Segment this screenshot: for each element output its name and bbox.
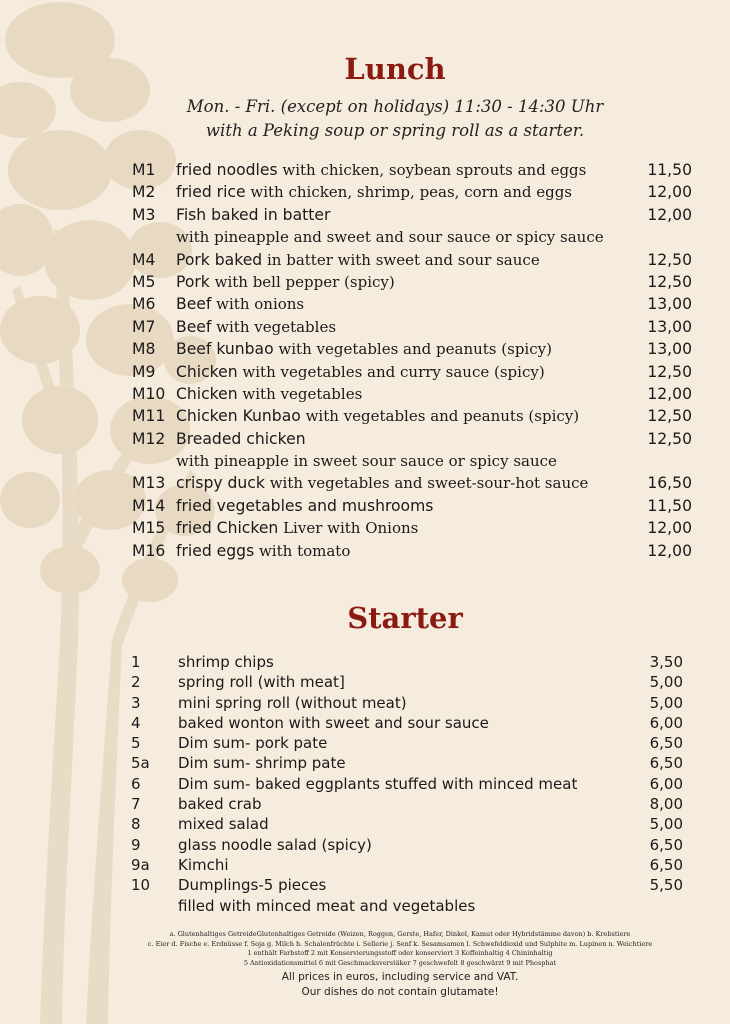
menu-item-text xyxy=(176,159,586,181)
menu-item-name: Breaded chicken xyxy=(176,429,306,448)
menu-item-description: with vegetables and peanuts (spicy) xyxy=(300,407,580,426)
menu-item-description: with pineapple in sweet sour sauce or spicy sauce xyxy=(176,452,557,471)
menu-item-name: fried vegetables and mushrooms xyxy=(176,496,434,515)
starter-item-name: baked wonton with sweet and sour sauce xyxy=(178,713,489,732)
starter-item-price: 6,50 xyxy=(649,734,683,753)
menu-item-price: 12,50 xyxy=(647,272,692,291)
menu-item-text xyxy=(176,383,362,405)
menu-item-name: Beef xyxy=(176,295,212,314)
menu-item-name: Chicken xyxy=(176,384,238,403)
menu-item-continuation xyxy=(132,450,692,472)
menu-item-price: 12,00 xyxy=(647,384,692,403)
menu-item-code: M12 xyxy=(132,429,166,448)
menu-item-name: Pork xyxy=(176,272,210,291)
starter-item-number: 8 xyxy=(131,815,141,834)
menu-item xyxy=(132,472,692,494)
menu-item-description: with onions xyxy=(211,295,305,314)
menu-item-price: 12,50 xyxy=(647,407,692,426)
starter-item-name: mini spring roll (without meat) xyxy=(178,693,407,712)
menu-item-price: 16,50 xyxy=(647,474,692,493)
menu-item-text xyxy=(176,405,579,427)
starter-item-name: Dumplings-5 pieces xyxy=(178,876,327,895)
menu-item-name: fried eggs xyxy=(176,541,255,560)
starter-list xyxy=(131,652,683,916)
starter-item-price: 6,50 xyxy=(649,835,683,854)
menu-item-description: with vegetables xyxy=(237,384,363,403)
menu-item-price: 12,50 xyxy=(647,429,692,448)
menu-item-description: Liver with Onions xyxy=(278,519,419,538)
starter-item xyxy=(131,652,683,672)
menu-item-code: M5 xyxy=(132,272,156,291)
starter-item-number: 2 xyxy=(131,673,141,692)
menu-item xyxy=(132,428,692,450)
menu-item-name: Beef xyxy=(176,317,212,336)
menu-item xyxy=(132,204,692,226)
starter-item-number: 3 xyxy=(131,693,141,712)
allergen-line: c. Eier d. Fische e. Erdnüsse f. Soja g. Milch h. Schalenfrüchte i. Sellerie j. Senf k. Sesamsamen l. Schwefeldioxid und Sulphite m. Lupinen n. Weichtiere xyxy=(147,939,653,948)
menu-item-price: 12,00 xyxy=(647,183,692,202)
menu-item-description: in batter with sweet and sour sauce xyxy=(262,250,540,269)
allergen-legend xyxy=(120,930,680,968)
starter-item-price: 3,50 xyxy=(649,653,683,671)
menu-item xyxy=(132,181,692,203)
starter-item xyxy=(131,896,683,916)
menu-item-description: with vegetables xyxy=(211,317,337,336)
starter-item xyxy=(131,774,683,794)
menu-item-code: M13 xyxy=(132,474,166,493)
menu-item-code: M8 xyxy=(132,340,156,359)
starter-item-number: 5 xyxy=(131,734,141,753)
starter-item xyxy=(131,713,683,733)
menu-item-price: 12,00 xyxy=(647,541,692,560)
menu-item-code: M7 xyxy=(132,317,156,336)
menu-item xyxy=(132,540,692,562)
menu-item-name: fried rice xyxy=(176,183,246,202)
starter-item-price: 8,00 xyxy=(649,795,683,814)
menu-item-name: crispy duck xyxy=(176,474,265,493)
menu-item-text xyxy=(176,428,306,450)
menu-item-code: M1 xyxy=(132,161,156,179)
menu-item-name: Beef kunbao xyxy=(176,340,274,359)
menu-item-code: M2 xyxy=(132,183,156,202)
starter-item-name: filled with minced meat and vegetables xyxy=(178,896,476,915)
menu-item-text xyxy=(176,204,330,226)
menu-item xyxy=(132,405,692,427)
menu-item-code: M6 xyxy=(132,295,156,314)
menu-item-continuation xyxy=(132,226,692,248)
menu-item-text xyxy=(176,361,545,383)
starter-item-name: baked crab xyxy=(178,795,262,814)
allergen-line: a. Glutenhaltiges GetreideGlutenhaltiges Getreide (Weizen, Roggen, Gerste, Hafer, Dinkel, Kamut oder Hybridstämme davon) b. Krebstiere xyxy=(169,930,631,938)
menu-item-text xyxy=(176,517,418,539)
starter-item xyxy=(131,814,683,834)
starter-item xyxy=(131,855,683,875)
starter-item xyxy=(131,875,683,895)
menu-item-text xyxy=(176,316,336,338)
lunch-menu-list xyxy=(132,159,692,562)
menu-item-name: Fish baked in batter xyxy=(176,205,331,224)
menu-item-price: 11,50 xyxy=(647,496,692,515)
menu-item-name: Pork baked xyxy=(176,250,263,269)
starter-item-name: Kimchi xyxy=(178,855,229,874)
starter-item-number: 9a xyxy=(131,855,150,874)
menu-item-text xyxy=(176,495,433,517)
starter-item-name: glass noodle salad (spicy) xyxy=(178,835,372,854)
menu-item-name: fried noodles xyxy=(176,161,278,179)
menu-item xyxy=(132,383,692,405)
starter-item-price: 5,00 xyxy=(649,693,683,712)
starter-item-price: 5,50 xyxy=(649,876,683,895)
menu-item xyxy=(132,159,692,181)
menu-item-code: M9 xyxy=(132,362,156,381)
starter-item-name: shrimp chips xyxy=(178,653,274,671)
menu-item-code: M14 xyxy=(132,496,166,515)
starter-item-number: 7 xyxy=(131,795,141,814)
starter-item-name: Dim sum- shrimp pate xyxy=(178,754,346,773)
menu-item-name: Chicken Kunbao xyxy=(176,407,301,426)
price-note xyxy=(120,970,680,1000)
menu-item-price: 12,00 xyxy=(647,519,692,538)
lunch-title: Lunch xyxy=(344,52,446,86)
lunch-starter-note: with a Peking soup or spring roll as a starter. xyxy=(205,121,585,140)
menu-item xyxy=(132,316,692,338)
allergen-line: 5 Antioxidationsmittel 6 mit Geschmacksverstäker 7 geschwefelt 8 geschwärzt 9 mit Phosphat xyxy=(243,958,557,967)
menu-item-price: 12,50 xyxy=(647,250,692,269)
menu-item-description: with vegetables and sweet-sour-hot sauce xyxy=(264,474,589,493)
menu-item-description: with bell pepper (spicy) xyxy=(209,272,395,291)
menu-item-price: 12,00 xyxy=(647,205,692,224)
starter-item-price: 6,00 xyxy=(649,774,683,793)
menu-item-code: M3 xyxy=(132,205,156,224)
lunch-hours: Mon. - Fri. (except on holidays) 11:30 - 14:30 Uhr xyxy=(186,97,604,116)
starter-item xyxy=(131,693,683,713)
starter-item xyxy=(131,672,683,692)
menu-item-price: 12,50 xyxy=(647,362,692,381)
menu-item-text xyxy=(176,338,552,360)
starter-item-price: 5,00 xyxy=(649,815,683,834)
menu-item-price: 11,50 xyxy=(647,161,692,179)
starter-item-name: Dim sum- baked eggplants stuffed with minced meat xyxy=(178,774,578,793)
starter-item-number: 1 xyxy=(131,653,141,671)
menu-item-text xyxy=(176,271,395,293)
menu-item-text xyxy=(176,540,350,562)
menu-item-price: 13,00 xyxy=(647,317,692,336)
menu-item-name: fried Chicken xyxy=(176,519,279,538)
glutamate-note-line: Our dishes do not contain glutamate! xyxy=(301,986,499,998)
menu-item-code: M10 xyxy=(132,384,166,403)
starter-item-name: mixed salad xyxy=(178,815,269,834)
starter-item-price: 6,50 xyxy=(649,754,683,773)
starter-item-number: 9 xyxy=(131,835,141,854)
menu-item-description: with chicken, shrimp, peas, corn and eggs xyxy=(245,183,573,202)
menu-item xyxy=(132,293,692,315)
allergen-line: 1 enthält Farbstoff 2 mit Konservierungsstoff oder konserviert 3 Koffeinhaltig 4 Chininhaltig xyxy=(247,949,553,958)
menu-item-description: with chicken, soybean sprouts and eggs xyxy=(277,161,587,179)
menu-item-code: M15 xyxy=(132,519,166,538)
starter-item xyxy=(131,753,683,773)
starter-item-price: 6,50 xyxy=(649,855,683,874)
menu-item xyxy=(132,517,692,539)
starter-item-number: 4 xyxy=(131,713,141,732)
menu-item xyxy=(132,361,692,383)
menu-item-description: with tomato xyxy=(254,541,351,560)
starter-item-price: 5,00 xyxy=(649,673,683,692)
starter-item xyxy=(131,794,683,814)
menu-item xyxy=(132,338,692,360)
menu-item-name: Chicken xyxy=(176,362,238,381)
menu-item xyxy=(132,249,692,271)
price-note-line: All prices in euros, including service and VAT. xyxy=(281,971,519,983)
starter-title: Starter xyxy=(347,601,463,635)
starter-item xyxy=(131,733,683,753)
menu-item-price: 13,00 xyxy=(647,340,692,359)
menu-item-code: M4 xyxy=(132,250,156,269)
menu-item-description: with vegetables and peanuts (spicy) xyxy=(273,340,552,359)
menu-item-text xyxy=(176,181,572,203)
starter-item xyxy=(131,835,683,855)
starter-item-number: 10 xyxy=(131,876,151,895)
starter-item-price: 6,00 xyxy=(649,713,683,732)
menu-item xyxy=(132,495,692,517)
starter-item-name: spring roll (with meat] xyxy=(178,673,345,692)
menu-item-code: M16 xyxy=(132,541,166,560)
menu-item-code: M11 xyxy=(132,407,166,426)
menu-item-text xyxy=(176,293,304,315)
starter-item-number: 6 xyxy=(131,774,141,793)
menu-item-text xyxy=(176,472,588,494)
menu-item-description: with pineapple and sweet and sour sauce or spicy sauce xyxy=(176,228,604,247)
starter-item-number: 5a xyxy=(131,754,150,773)
menu-item-price: 13,00 xyxy=(647,295,692,314)
menu-item-description: with vegetables and curry sauce (spicy) xyxy=(237,362,545,381)
menu-item-text xyxy=(176,249,540,271)
starter-item-name: Dim sum- pork pate xyxy=(178,734,328,753)
menu-item xyxy=(132,271,692,293)
